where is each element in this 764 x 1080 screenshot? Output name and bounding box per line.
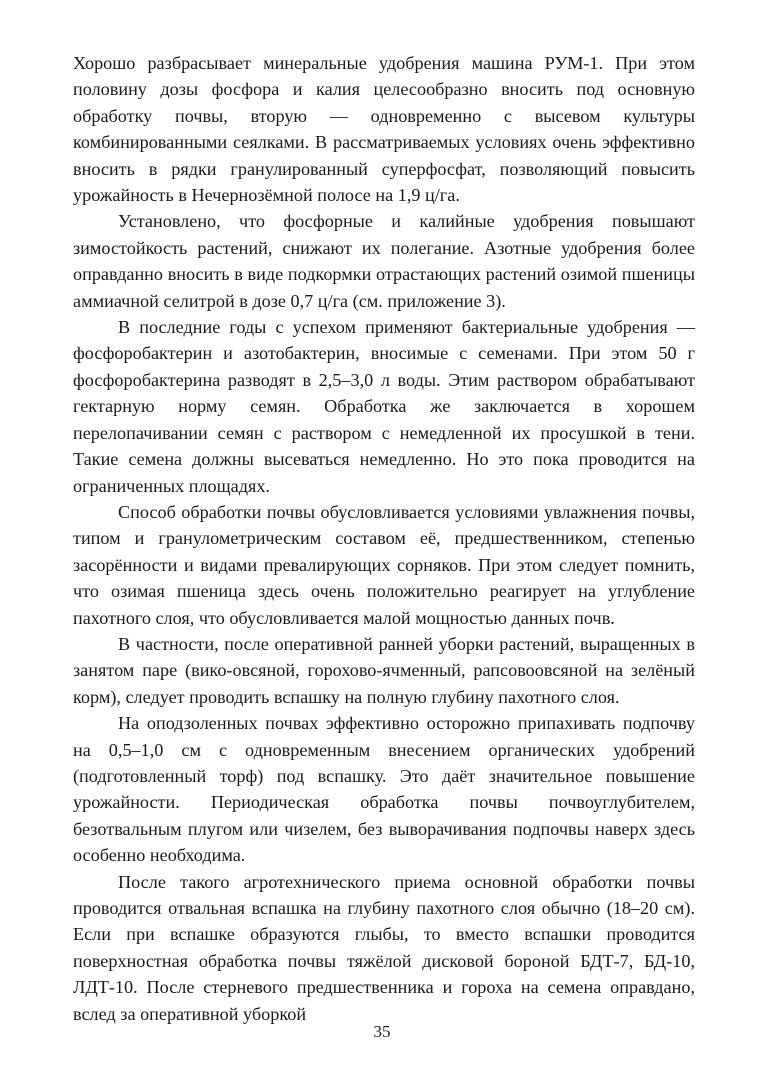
- paragraph-bacterial-fertilizers: В последние годы с успехом применяют бактериальные удобрения — фосфоробактерин и азотобактерин, вносимые с семенами. При этом 50 г фосфоробактерина разводят в 2,5–3,0 л воды. Этим раствором обрабатывают гектарную норму семян. Обработка же заключается в хорошем перелопачивании семян с раствором с немедленной их просушкой в тени. Такие семена должны высеваться немедленно. Но это пока проводится на ограниченных площадях.: [73, 317, 695, 496]
- paragraph-early-harvest: В частности, после оперативной ранней уборки растений, выращенных в занятом паре (вико-овсяной, горохово-ячменный, рапсовоовсяной на зелёный корм), следует проводить вспашку на полную глубину пахотного слоя.: [73, 633, 695, 707]
- paragraph-podzolized-soils: На оподзоленных почвах эффективно осторожно припахивать подпочву на 0,5–1,0 см с одновременным внесением органических удобрений (подготовленный торф) под вспашку. Это даёт значительное повышение урожайности. Периодическая обработка почвы почвоуглубителем, безотвальным плугом или чизелем, без выворачивания подпочвы наверх здесь особенно необходима.: [73, 713, 695, 866]
- page-number: 35: [373, 1022, 391, 1041]
- paragraph-moldboard-plowing: После такого агротехнического приема основной обработки почвы проводится отвальная вспашка на глубину пахотного слоя обычно (18–20 см). Если при вспашке образуются глыбы, то вместо вспашки проводится поверхностная обработка почвы тяжёлой дисковой бороной БДТ-7, БД-10, ЛДТ-10. После стерневого предшественника и гороха на семена оправдано, вслед за оперативной уборкой: [73, 871, 695, 1024]
- paragraph-tillage-method: Способ обработки почвы обусловливается условиями увлажнения почвы, типом и гранулометрическим составом её, предшественником, степенью засорённости и видами превалирующих сорняков. При этом следует помнить, что озимая пшеница здесь очень положительно реагирует на углубление пахотного слоя, что обусловливается малой мощностью данных почв.: [73, 501, 695, 628]
- paragraph-phosphorus-potassium: Установлено, что фосфорные и калийные удобрения повышают зимостойкость растений, снижают их полегание. Азотные удобрения более оправданно вносить в виде подкормки отрастающих растений озимой пшеницы аммиачной селитрой в дозе 0,7 ц/га (см. приложение 3).: [73, 211, 695, 311]
- paragraph-fertilizer-spreading: Хорошо разбрасывает минеральные удобрения машина РУМ-1. При этом половину дозы фосфора и калия целесообразно вносить под основную обработку почвы, вторую — одновременно с высевом культуры комбинированными сеялками. В рассматриваемых условиях очень эффективно вносить в рядки гранулированный суперфосфат, позволяющий повысить урожайность в Нечернозёмной полосе на 1,9 ц/га.: [73, 53, 695, 206]
- page-body: [73, 50, 695, 1027]
